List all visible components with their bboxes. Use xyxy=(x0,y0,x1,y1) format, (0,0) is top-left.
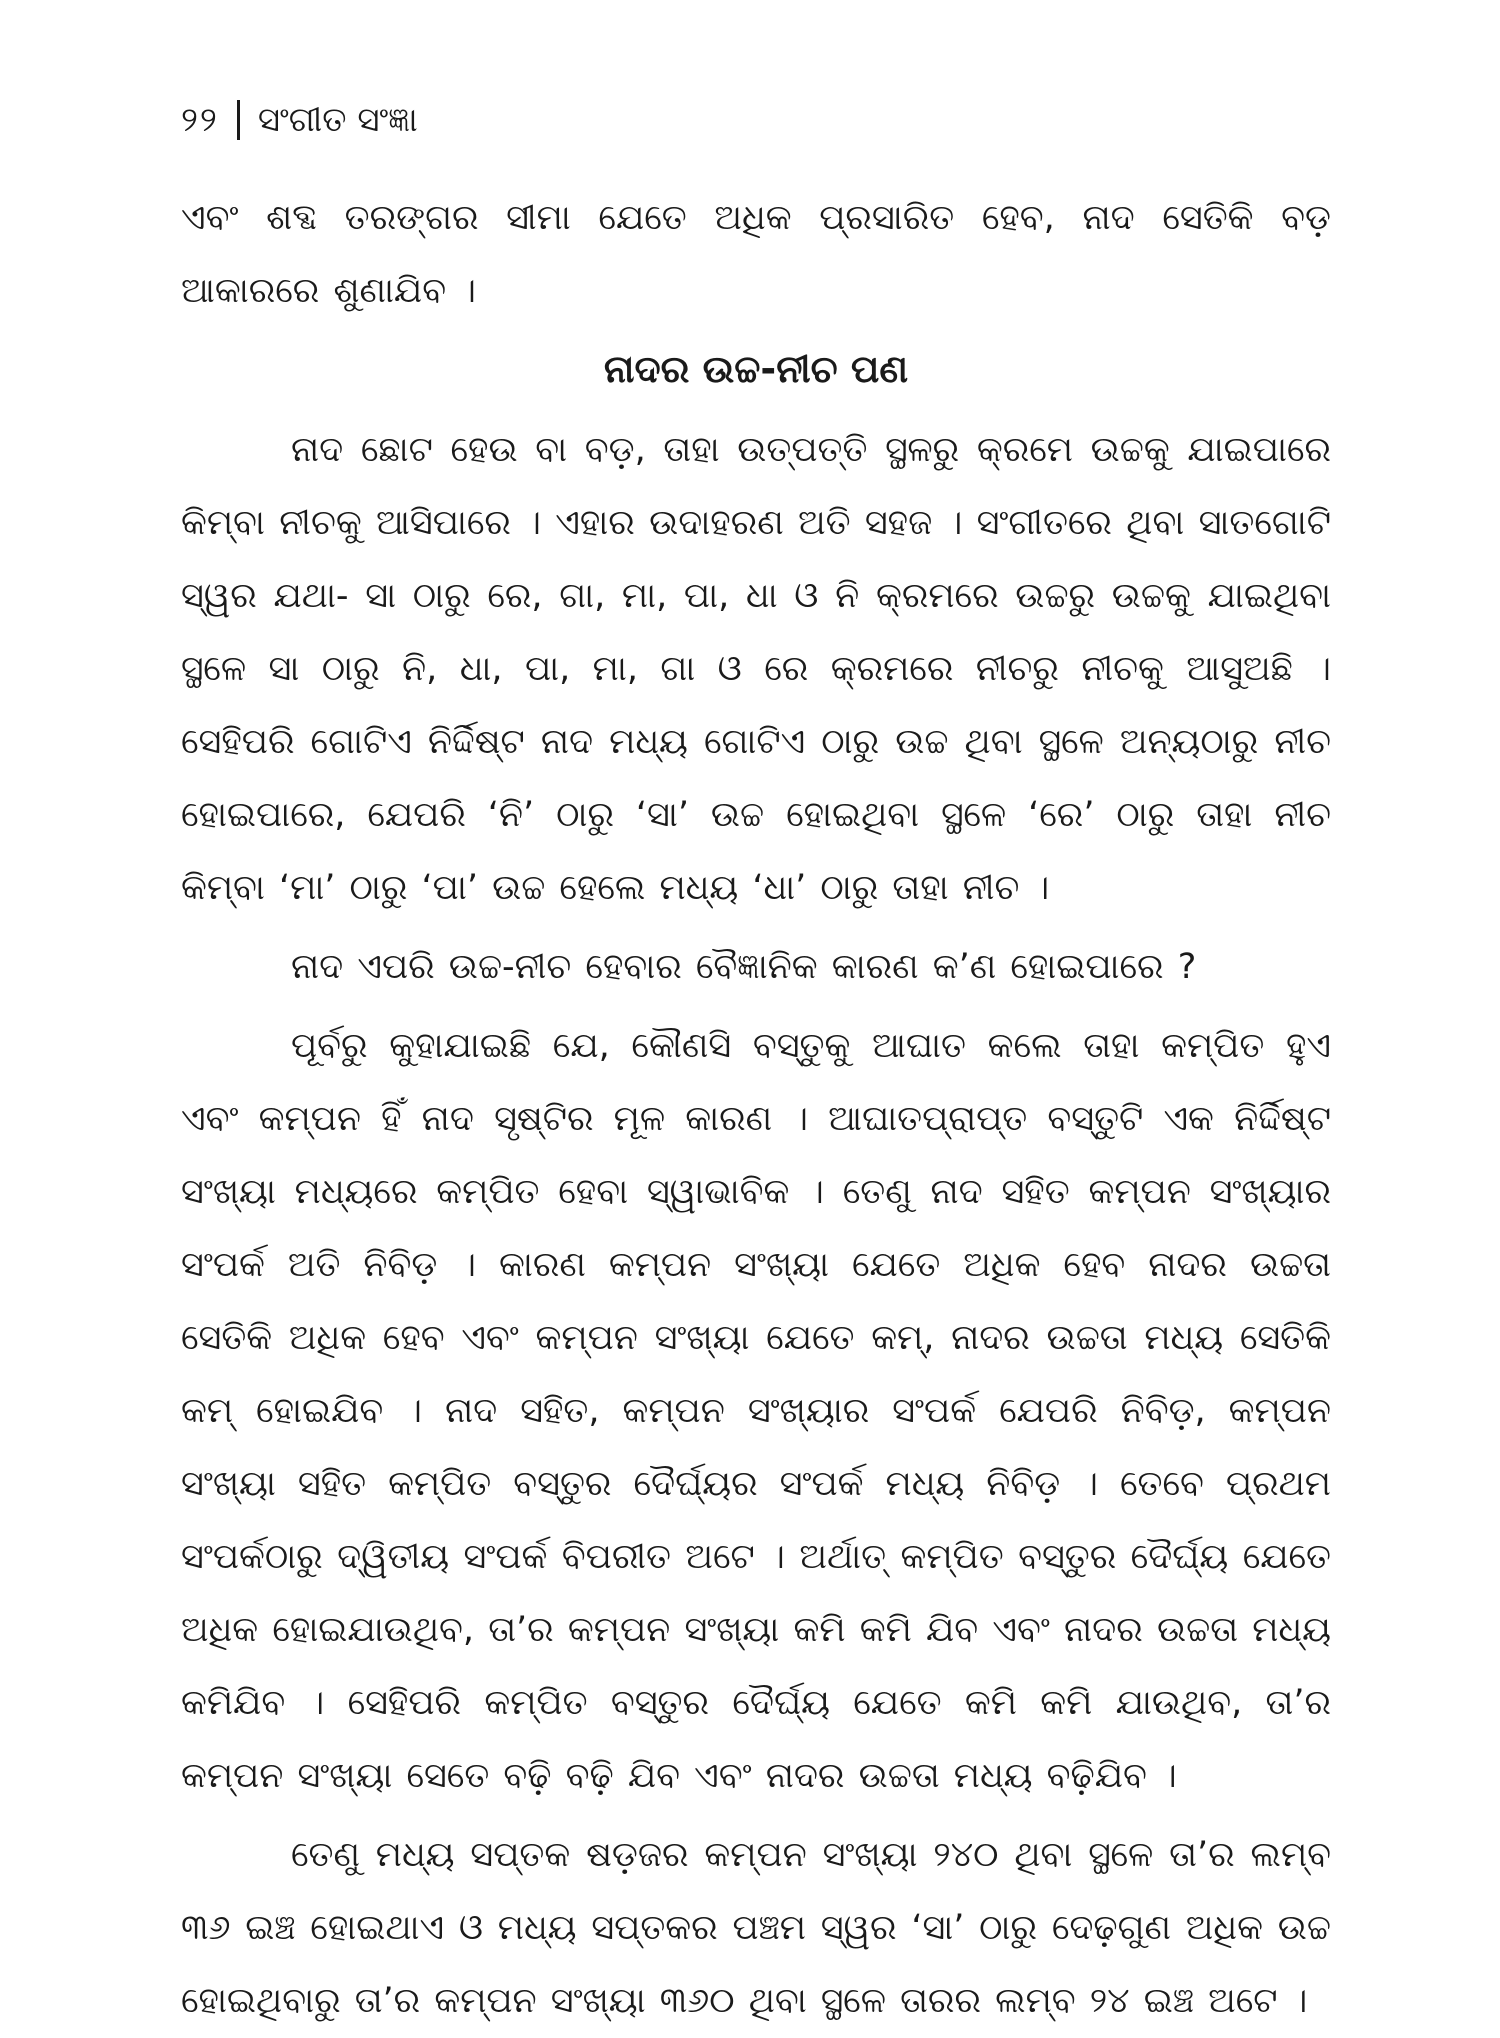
paragraph-2: ନାଦ ଏପରି ଉଚ୍ଚ-ନୀଚ ହେବାର ବୈଜ୍ଞାନିକ କାରଣ କ’ଣ ହୋଇପାରେ ? xyxy=(291,947,1197,987)
book-title: ସଂଗୀତ ସଂଜ୍ଞା xyxy=(257,100,418,140)
paragraph-4: ତେଣୁ ମଧ୍ୟ ସପ୍ତକ ଷଡ଼ଜର କମ୍ପନ ସଂଖ୍ୟା ୨୪୦ ଥିବା ସ୍ଥଳେ ତା’ର ଲମ୍ବ ୩୬ ଇଞ୍ଚ ହୋଇଥାଏ ଓ ମଧ୍ୟ ସପ୍ତକର ପଞ୍ଚମ ସ୍ୱର ‘ସା’ ଠାରୁ ଦେଢ଼ଗୁଣ ଅଧିକ ଉଚ୍ଚ ହୋଇଥିବାରୁ ତା’ର କମ୍ପନ ସଂଖ୍ୟା ୩୬୦ ଥିବା ସ୍ଥଳେ ତାରର ଲମ୍ବ ୨୪ ଇଞ୍ଚ ଅଟେ । xyxy=(181,1835,1331,2021)
header-separator xyxy=(237,100,240,140)
page-number: ୨୨ xyxy=(181,100,219,140)
intro-paragraph: ଏବଂ ଶବ୍ଦ ତରଙ୍ଗର ସୀମା ଯେତେ ଅଧିକ ପ୍ରସାରିତ ହେବ, ନାଦ ସେତିକି ବଡ଼ ଆକାରରେ ଶୁଣାଯିବ । xyxy=(181,198,1331,311)
page-header xyxy=(181,92,418,148)
paragraph-1: ନାଦ ଛୋଟ ହେଉ ବା ବଡ଼, ତାହା ଉତ୍ପତ୍ତି ସ୍ଥଳରୁ କ୍ରମେ ଉଚ୍ଚକୁ ଯାଇପାରେ କିମ୍ବା ନୀଚକୁ ଆସିପାରେ । ଏହାର ଉଦାହରଣ ଅତି ସହଜ । ସଂଗୀତରେ ଥିବା ସାତଗୋଟି ସ୍ୱର ଯଥା- ସା ଠାରୁ ରେ, ଗା, ମା, ପା, ଧା ଓ ନି କ୍ରମରେ ଉଚ୍ଚରୁ ଉଚ୍ଚକୁ ଯାଇଥିବା ସ୍ଥଳେ ସା ଠାରୁ ନି, ଧା, ପା, ମା, ଗା ଓ ରେ କ୍ରମରେ ନୀଚରୁ ନୀଚକୁ ଆସୁଅଛି । ସେହିପରି ଗୋଟିଏ ନିର୍ଦ୍ଦିଷ୍ଟ ନାଦ ମଧ୍ୟ ଗୋଟିଏ ଠାରୁ ଉଚ୍ଚ ଥିବା ସ୍ଥଳେ ଅନ୍ୟଠାରୁ ନୀଚ ହୋଇପାରେ, ଯେପରି ‘ନି’ ଠାରୁ ‘ସା’ ଉଚ୍ଚ ହୋଇଥିବା ସ୍ଥଳେ ‘ରେ’ ଠାରୁ ତାହା ନୀଚ କିମ୍ବା ‘ମା’ ଠାରୁ ‘ପା’ ଉଚ୍ଚ ହେଲେ ମଧ୍ୟ ‘ଧା’ ଠାରୁ ତାହା ନୀଚ । xyxy=(181,430,1331,908)
section-heading: ନାଦର ଉଚ୍ଚ-ନୀଚ ପଣ xyxy=(603,347,909,391)
paragraph-3: ପୂର୍ବରୁ କୁହାଯାଇଛି ଯେ, କୌଣସି ବସ୍ତୁକୁ ଆଘାତ କଲେ ତାହା କମ୍ପିତ ହୁଏ ଏବଂ କମ୍ପନ ହିଁ ନାଦ ସୃଷ୍ଟିର ମୂଳ କାରଣ । ଆଘାତପ୍ରାପ୍ତ ବସ୍ତୁଟି ଏକ ନିର୍ଦ୍ଦିଷ୍ଟ ସଂଖ୍ୟା ମଧ୍ୟରେ କମ୍ପିତ ହେବା ସ୍ୱାଭାବିକ । ତେଣୁ ନାଦ ସହିତ କମ୍ପନ ସଂଖ୍ୟାର ସଂପର୍କ ଅତି ନିବିଡ଼ । କାରଣ କମ୍ପନ ସଂଖ୍ୟା ଯେତେ ଅଧିକ ହେବ ନାଦର ଉଚ୍ଚତା ସେତିକି ଅଧିକ ହେବ ଏବଂ କମ୍ପନ ସଂଖ୍ୟା ଯେତେ କମ୍, ନାଦର ଉଚ୍ଚତା ମଧ୍ୟ ସେତିକି କମ୍ ହୋଇଯିବ । ନାଦ ସହିତ, କମ୍ପନ ସଂଖ୍ୟାର ସଂପର୍କ ଯେପରି ନିବିଡ଼, କମ୍ପନ ସଂଖ୍ୟା ସହିତ କମ୍ପିତ ବସ୍ତୁର ଦୈର୍ଘ୍ୟର ସଂପର୍କ ମଧ୍ୟ ନିବିଡ଼ । ତେବେ ପ୍ରଥମ ସଂପର୍କଠାରୁ ଦ୍ୱିତୀୟ ସଂପର୍କ ବିପରୀତ ଅଟେ । ଅର୍ଥାତ୍ କମ୍ପିତ ବସ୍ତୁର ଦୈର୍ଘ୍ୟ ଯେତେ ଅଧିକ ହୋଇଯାଉଥିବ, ତା’ର କମ୍ପନ ସଂଖ୍ୟା କମି କମି ଯିବ ଏବଂ ନାଦର ଉଚ୍ଚତା ମଧ୍ୟ କମିଯିବ । ସେହିପରି କମ୍ପିତ ବସ୍ତୁର ଦୈର୍ଘ୍ୟ ଯେତେ କମି କମି ଯାଉଥିବ, ତା’ର କମ୍ପନ ସଂଖ୍ୟା ସେତେ ବଢ଼ି ବଢ଼ି ଯିବ ଏବଂ ନାଦର ଉଚ୍ଚତା ମଧ୍ୟ ବଢ଼ିଯିବ । xyxy=(181,1026,1331,1796)
page-body xyxy=(181,182,1331,2038)
